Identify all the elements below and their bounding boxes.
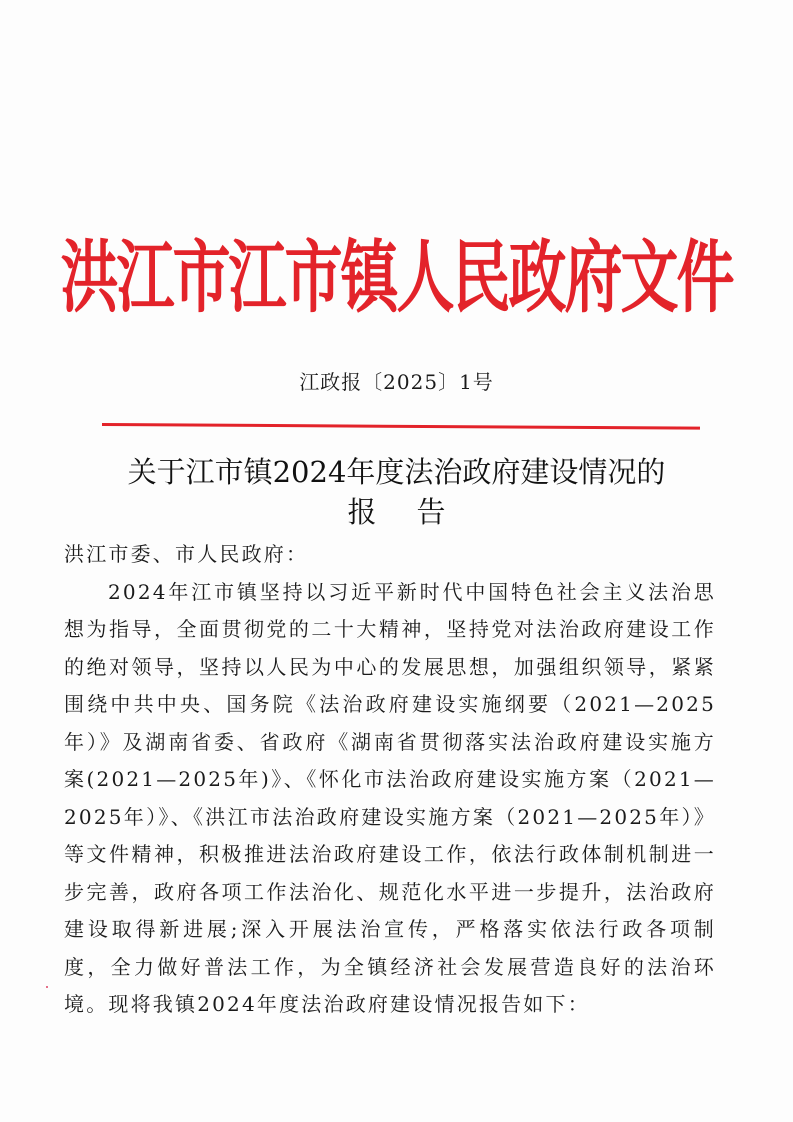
- body-paragraph: 2024年江市镇坚持以习近平新时代中国特色社会主义法治思想为指导，全面贯彻党的二十大精神，坚持党对法治政府建设工作的绝对领导，坚持以人民为中心的发展思想，加强组织领导，紧紧围绕中共中央、国务院《法治政府建设实施纲要（2021—2025年）》及湖南省委、省政府《湖南省贯彻落实法治政府建设实施方案(2021—2025年)》、《怀化市法治政府建设实施方案（2021—2025年）》、《洪江市法治政府建设实施方案（2021—2025年）》等文件精神，积极推进法治政府建设工作，依法行政体制机制进一步完善，政府各项工作法治化、规范化水平进一步提升，法治政府建设取得新进展;深入开展法治宣传，严格落实依法行政各项制度，全力做好普法工作，为全镇经济社会发展营造良好的法治环境。现将我镇2024年度法治政府建设情况报告如下：: [64, 579, 716, 1016]
- salutation: 洪江市委、市人民政府：: [64, 542, 309, 566]
- scan-speck: [46, 986, 48, 988]
- red-divider-rule: [102, 423, 700, 430]
- document-number: 江政报〔2025〕1号: [299, 370, 494, 394]
- title-line-2: 报告: [347, 495, 486, 529]
- document-body: [64, 536, 716, 1024]
- document-masthead: 洪江市江市镇人民政府文件: [60, 231, 733, 324]
- title-line-1: 关于江市镇2024年度法治政府建设情况的: [127, 455, 666, 489]
- document-title: [0, 452, 793, 532]
